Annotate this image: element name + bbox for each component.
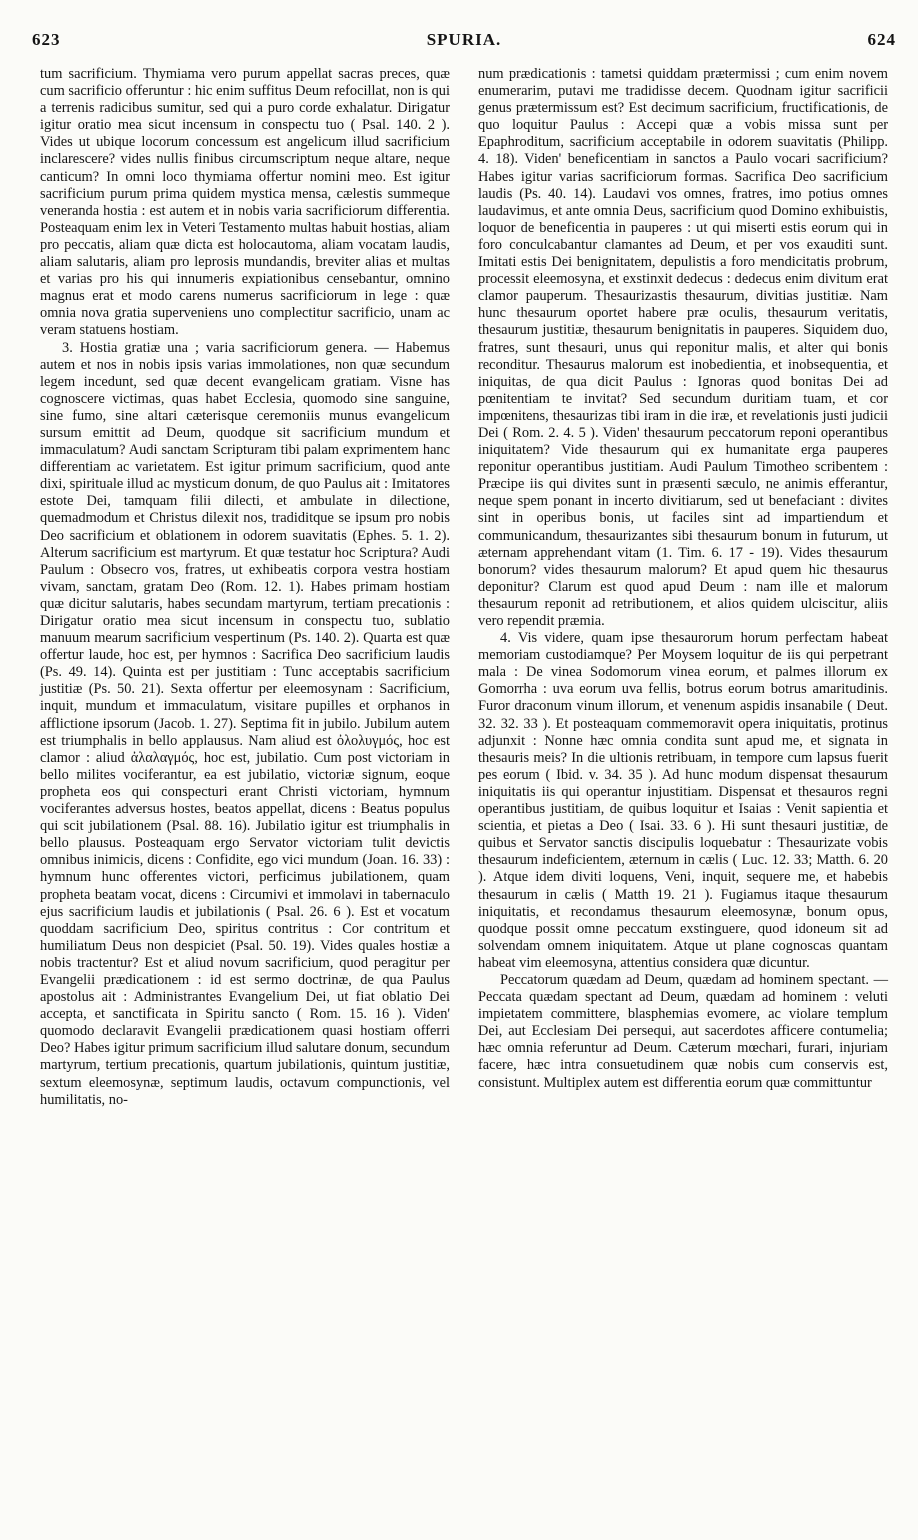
- right-page-number: 624: [867, 30, 896, 49]
- paragraph: Peccatorum quædam ad Deum, quædam ad hominem spectant. — Peccata quædam spectant ad Deum, quædam ad hominem : veluti impietatem committere, blasphemias evomere, ac violare templum Dei, aut Ecclesiam Dei persequi, aut sacerdotes afficere contumelia; hæc omnia referuntur ad Deum. Cæterum mœchari, furari, injuriam facere, hæc intra consuetudinem quæ nobis cum conservis est, consistunt. Multiplex autem est differentia eorum quæ committuntur: [478, 971, 888, 1091]
- paragraph: 4. Vis videre, quam ipse thesaurorum horum perfectam habeat memoriam custodiamque? Per Moysem loquitur de iis qui perpetrant mala : De vinea Sodomorum vinea eorum, et palmes illorum ex Gomorrha : uva eorum uva fellis, botrus eorum botrus amaritudinis. Furor draconum vinum illorum, et venenum aspidis insanabile ( Deut. 32. 32. 33 ). Et posteaquam commemoravit opera iniquitatis, protinus adjunxit : Nonne hæc omnia condita sunt apud me, et signata in thesauris meis? In die ultionis retribuam, in tempore cum lapsus fuerit pes eorum ( Ibid. v. 34. 35 ). Ad hunc modum dispensat thesaurum iniquitatis iis qui operantur injustitiam. Dispensat et thesauros regni operantibus justitiam, de quibus loquitur et Isaias : Venit sapientia et scientia, et pietas a Deo ( Isai. 33. 6 ). Hi sunt thesauri justitiæ, de quibus et Servator sanctis discipulis loquebatur : Thesaurizate vobis thesaurum indeficientem, æternum in cælis ( Luc. 12. 33; Matth. 6. 20 ). Atque idem diviti loquens, Veni, inquit, sequere me, et habebis thesaurum in cælis ( Matth 19. 21 ). Fugiamus itaque thesaurum iniquitatis, et recondamus thesaurum eleemosynæ, bonum opus, quodque possit omne peccatum exstinguere, quod idoneum sit ad solvendam omnem iniquitatem. Atque ut plane cognoscas quantam habeat vim eleemosyna, attentius considera quæ dicuntur.: [478, 630, 888, 971]
- paragraph: 3. Hostia gratiæ una ; varia sacrificiorum genera. — Habemus autem et nos in nobis ipsis varias immolationes, non quæ secundum legem incedunt, sed quæ decent evangelicam gratiam. Visne has cognoscere victimas, quas habet Ecclesia, quomodo sine sanguine, sine fumo, sine altari cæterisque ceremoniis munus evangelicum sursum emittit ad Deum, quodque sit sacrificium mundum et immaculatum? Audi sanctam Scripturam tibi palam exprimentem hanc differentiam ac varietatem. Est igitur primum sacrificium, quod ante dixi, spirituale illud ac mysticum donum, de quo Paulus ait : Imitatores estote Dei, tamquam filii dilecti, et ambulate in dilectione, quemadmodum et Christus dilexit nos, tradiditque se ipsum pro nobis Deo sacrificium et oblationem in odorem suavitatis (Ephes. 5. 1. 2). Alterum sacrificium est martyrum. Et quæ testatur hoc Scriptura? Audi Paulum : Obsecro vos, fratres, ut exhibeatis corpora vestra hostiam vivam, sanctam, gratam Deo (Rom. 12. 1). Habes primam hostiam quæ dicitur salutaris, habes secundam martyrum, tertiam precationis : Dirigatur oratio mea sicut incensum in conspectu tuo, sublatio manuum mearum sacrificium vespertinum (Ps. 140. 2). Quarta est quæ offertur laude, hoc est, per hymnos : Sacrifica Deo sacrificium laudis (Ps. 49. 14). Quinta est per justitiam : Tunc acceptabis sacrificium justitiæ (Ps. 50. 21). Sexta offertur per eleemosynam : Sacrificium, inquit, mundum et immaculatum, visitare pupilles et orphanos in afflictione ipsorum (Jacob. 1. 27). Septima fit in jubilo. Jubilum autem est triumphalis in bello applausus. Nam aliud est ὀλολυγμός, hoc est clamor : aliud ἀλαλαγμός, hoc est, jubilatio. Cum post victoriam in bello milites vociferantur, ea est jubilatio, victoriæ signum, eoque propheta eos qui conspecturi erant Christi victoriam, hymnum vociferantes adversus hostes, beatos appellat, dicens : Beatus populus qui scit jubilationem (Psal. 88. 16). Jubilatio igitur est triumphalis in bello plausus. Posteaquam ergo Servator victoriam tulit devictis omnibus inimicis, dicens : Confidite, ego vici mundum (Joan. 16. 33) : hymnum hunc offerentes victori, perficimus jubilationem, quam propheta beatam vocat, dicens : Circumivi et immolavi in tabernaculo ejus sacrificium laudis et jubilationis ( Psal. 26. 6 ). Est et vocatum quoddam sacrificium Deo, spiritus contritus : Cor contritum et humiliatum Deus non despiciet (Psal. 50. 19). Vides quales hostiæ a nobis tractentur? Est et aliud novum sacrificium, quod peragitur per Evangelii prædicationem : id est sermo doctrinæ, de qua Paulus apostolus ait : Administrantes Evangelium Dei, ut fiat oblatio Dei accepta, et sanctificata in Spiritu sancto ( Rom. 15. 16 ). Viden' quomodo declaravit Evangelii prædicationem quasi hostiam offerri Deo? Habes igitur primum sacrificium illud salutare donum, secundum martyrum, tertium precationis, quartum jubilationis, quintum justitiæ, sextum eleemosynæ, septimum laudis, octavum compunctionis, vel humilitatis, no-: [40, 339, 450, 1108]
- running-header: [32, 30, 896, 58]
- left-page-number: 623: [32, 30, 61, 49]
- paragraph: tum sacrificium. Thymiama vero purum appellat sacras preces, quæ cum sacrificio offeruntur : hic enim suffitus Deum refocillat, non is qui a terrenis radicibus sumitur, sed qui a puro corde exhalatur. Dirigatur igitur oratio mea sicut incensum in conspectu tuo ( Psal. 140. 2 ). Vides ut ubique locorum concessum est angelicum illud sacrificium inclarescere? vides nullis finibus circumscriptum neque altare, neque canticum? In omni loco thymiama offertur nomini meo. Est igitur sacrificium purum prima quidem mystica mensa, cælestis summeque veneranda hostia : est autem et in nobis varia sacrificiorum differentia. Posteaquam enim lex in Veteri Testamento multas habuit hostias, aliam pro peccatis, aliam quæ dicta est holocautoma, aliam vocatam laudis, aliam salutaris, aliam pro leprosis mundandis, breviter alias et multas et varias pro his qui innumeris expiationibus censebantur, omnino magnus erat et modo carens numerus sacrificiorum in lege : quæ omnia nova gratia superveniens uno complectitur sacrificio, unam ac veram statuens hostiam.: [40, 66, 450, 339]
- left-column: [40, 66, 450, 1109]
- paragraph: num prædicationis : tametsi quiddam prætermissi ; cum enim novem enumerarim, putavi me tradidisse decem. Quodnam igitur sacrificii genus prætermissum est? Est decimum sacrificium, fructificationis, de quo loquitur Paulus : Accepi quæ a vobis missa sunt per Epaphroditum, sacrificium acceptabile in odorem suavitatis (Philipp. 4. 18). Viden' beneficentiam in sanctos a Paulo vocari sacrificium? Habes igitur varias sacrificiorum formas. Sacrifica Deo sacrificium laudis (Ps. 40. 14). Laudavi vos omnes, fratres, imo potius omnes laudavimus, et ante omnia Deus, sacrificium quod Domino exhibuistis, loquor de beneficentia in pauperes : ut qui miserti estis eorum qui in foro conculcabantur clamantes ad Deum, et per vos exauditi sunt. Imitati estis Dei benignitatem, depulistis a foro mendicitatis probrum, processit eleemosyna, et exstinxit dedecus : dedecus enim divitum erat clamor pauperum. Thesaurizastis thesaurum, divitias justitiæ. Nam hunc thesaurum oportet habere præ oculis, thesaurum veritatis, thesaurum justitiæ, thesaurum benignitatis in pauperes. Siquidem duo, fratres, sunt thesauri, unus qui reponitur malis, et alter qui bonis reconditur. Thesaurus malorum est inobedientia, et inobsequentia, et iniquitas, de qua dicit Paulus : Ignoras quod bonitas Dei ad pœnitentiam te invitat? Sed secundum duritiam tuam, et cor impœnitens, thesaurizas tibi iram in die iræ, et revelationis justi judicii Dei ( Rom. 2. 4. 5 ). Viden' thesaurum peccatorum reponi operantibus iniquitatem? Vide thesaurum qui ex humanitate erga pauperes reponitur operantibus justitiam. Audi Paulum Timotheo scribentem : Præcipe iis qui divites sunt in præsenti sæculo, ne animis efferantur, neque spem ponant in incerto divitiarum, sed ut benefaciant : divites sint in operibus bonis, ut faciles sint ad impartiendum et communicandum, thesaurizantes sibi thesaurum bonum in futurum, ut æternam apprehendant vitam (1. Tim. 6. 17 - 19). Vides thesaurum bonorum? vides thesaurum malorum? Et apud quem hic thesaurus deponitur? Clarum est quod apud Deum : nam ille et malorum thesaurum reponit ad retributionem, et alios quidem ulciscitur, aliis vero rependit præmia.: [478, 66, 888, 629]
- right-column: [478, 66, 888, 1092]
- running-title: SPURIA.: [426, 30, 502, 49]
